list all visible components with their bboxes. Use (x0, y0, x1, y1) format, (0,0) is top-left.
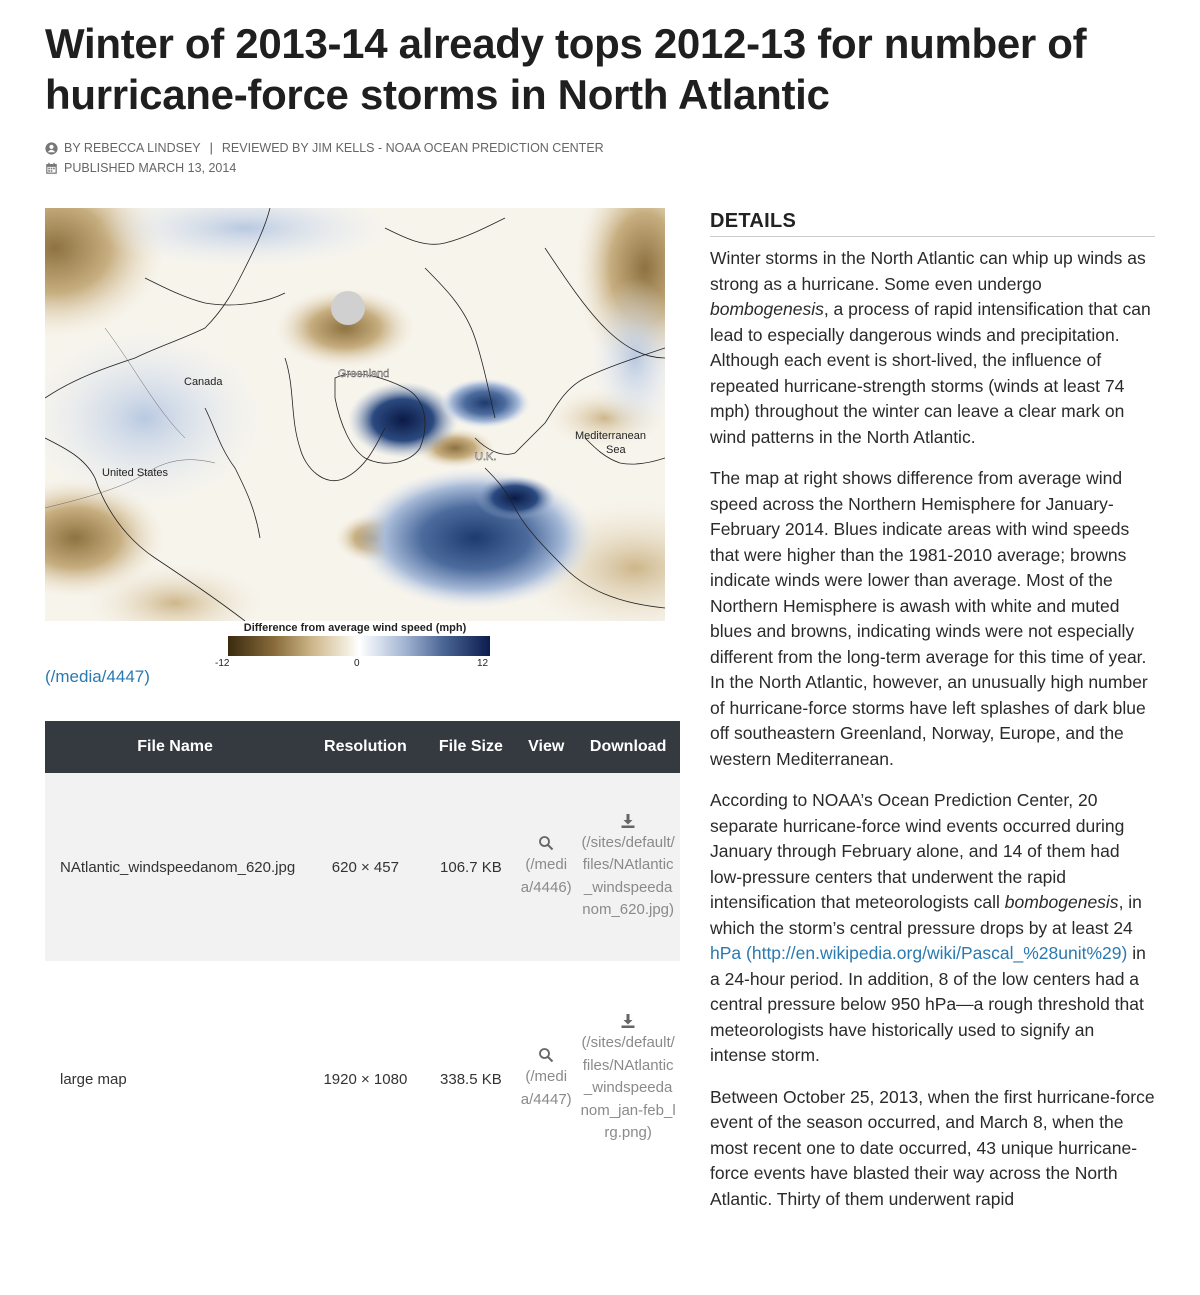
cell-file-name: NAtlantic_windspeedanom_620.jpg (45, 773, 305, 961)
download-link-text[interactable]: (/sites/default/files/NAtlantic_windspeedanom_jan-feb_lrg.png) (580, 1034, 676, 1142)
publish-info (45, 161, 236, 175)
details-body (710, 246, 1155, 1228)
files-table (45, 721, 680, 1197)
legend-color-bar (228, 636, 490, 656)
table-header-row (45, 721, 680, 773)
label-uk: U.K. (475, 451, 497, 463)
user-icon (45, 142, 58, 155)
details-heading: DETAILS (710, 210, 1155, 237)
calendar-icon (45, 162, 58, 175)
byline-separator: | (209, 141, 213, 155)
label-greenland: Greenland (338, 368, 390, 380)
label-sea: Sea (606, 444, 626, 456)
download-icon (620, 813, 636, 829)
text-run: , in which the storm’s central pressure drops by at least 24 (710, 892, 1142, 938)
view-link[interactable] (516, 961, 576, 1197)
search-icon (538, 835, 554, 851)
legend-min: -12 (215, 658, 230, 669)
header-resolution: Resolution (305, 721, 425, 773)
legend-max: 12 (477, 658, 489, 669)
download-link[interactable] (576, 961, 680, 1197)
download-icon (620, 1013, 636, 1029)
details-paragraph (710, 246, 1155, 450)
header-file-size: File Size (426, 721, 517, 773)
view-link-text[interactable]: (/media/4447) (520, 1068, 572, 1108)
label-mediterranean: Mediterranean (575, 430, 646, 442)
search-icon (538, 1047, 554, 1063)
download-link[interactable] (576, 773, 680, 961)
cell-file-size: 338.5 KB (426, 961, 517, 1197)
emphasis-term: bombogenesis (1004, 892, 1119, 912)
table-row (45, 773, 680, 961)
map-legend (45, 621, 665, 671)
legend-mid: 0 (354, 658, 360, 669)
cell-file-size: 106.7 KB (426, 773, 517, 961)
emphasis-term: bombogenesis (710, 299, 824, 319)
header-view: View (516, 721, 576, 773)
text-run: Winter storms in the North Atlantic can whip up winds as strong as a hurricane. Some even undergo (710, 248, 1146, 294)
download-link-text[interactable]: (/sites/default/files/NAtlantic_windspeedanom_620.jpg) (581, 833, 675, 918)
media-link[interactable]: (/media/4447) (45, 667, 150, 686)
table-row (45, 961, 680, 1197)
text-run: According to NOAA’s Ocean Prediction Center, 20 separate hurricane-force wind events occurred during January through February alone, and 14 of them had low-pressure centers that underwent the rapid intensification that meteorologists call (710, 790, 1125, 912)
cell-resolution: 1920 × 1080 (305, 961, 425, 1197)
text-run: in a 24-hour period. In addition, 8 of the low centers had a central pressure below 950 hPa—a rough threshold that meteorologists have historically used to signify an intense storm. (710, 943, 1146, 1065)
cell-resolution: 620 × 457 (305, 773, 425, 961)
header-download: Download (576, 721, 680, 773)
details-paragraph: The map at right shows difference from average wind speed across the Northern Hemisphere for January-February 2014. Blues indicate areas with wind speeds that were higher than the 1981-2010 average; browns indicate winds were lower than average. Most of the Northern Hemisphere is awash with white and muted blues and browns, indicating winds were not especially different from the long-term average for this time of year. In the North Atlantic, however, an unusually high number of hurricane-force storms have left splashes of dark blue off southeastern Greenland, Norway, Europe, and the western Mediterranean. (710, 468, 1148, 769)
details-paragraph: Between October 25, 2013, when the first hurricane-force event of the season occurred, and March 8, when the most recent one to date occurred, 43 unique hurricane-force events have blasted their way across the North Atlantic. Thirty of them underwent rapid (710, 1086, 1155, 1209)
header-file-name: File Name (45, 721, 305, 773)
byline (45, 141, 604, 155)
wind-anomaly-map[interactable] (45, 208, 665, 668)
label-united-states: United States (102, 467, 169, 479)
publish-date: PUBLISHED MARCH 13, 2014 (64, 161, 237, 175)
label-canada: Canada (184, 376, 223, 388)
legend-title: Difference from average wind speed (mph) (243, 622, 467, 634)
cell-file-name: large map (45, 961, 305, 1197)
details-paragraph (710, 788, 1155, 1069)
hpa-url-link[interactable]: (http://en.wikipedia.org/wiki/Pascal_%28unit%29) (746, 943, 1128, 963)
view-link[interactable] (516, 773, 576, 961)
view-link-text[interactable]: (/media/4446) (520, 856, 572, 896)
reviewer-name: REVIEWED BY JIM KELLS - NOAA OCEAN PREDICTION CENTER (221, 141, 604, 155)
author-name: BY REBECCA LINDSEY (64, 141, 201, 155)
page-title: Winter of 2013-14 already tops 2012-13 for number of hurricane-force storms in North Atlantic (45, 20, 1087, 118)
hpa-link[interactable]: hPa (710, 943, 742, 963)
map-image (45, 208, 665, 621)
text-run: , a process of rapid intensification that can lead to especially dangerous winds and precipitation. Although each event is short-lived, the influence of repeated hurricane-strength storms (winds at least 74 mph) throughout the winter can leave a clear mark on wind patterns in the North Atlantic. (710, 299, 1151, 447)
